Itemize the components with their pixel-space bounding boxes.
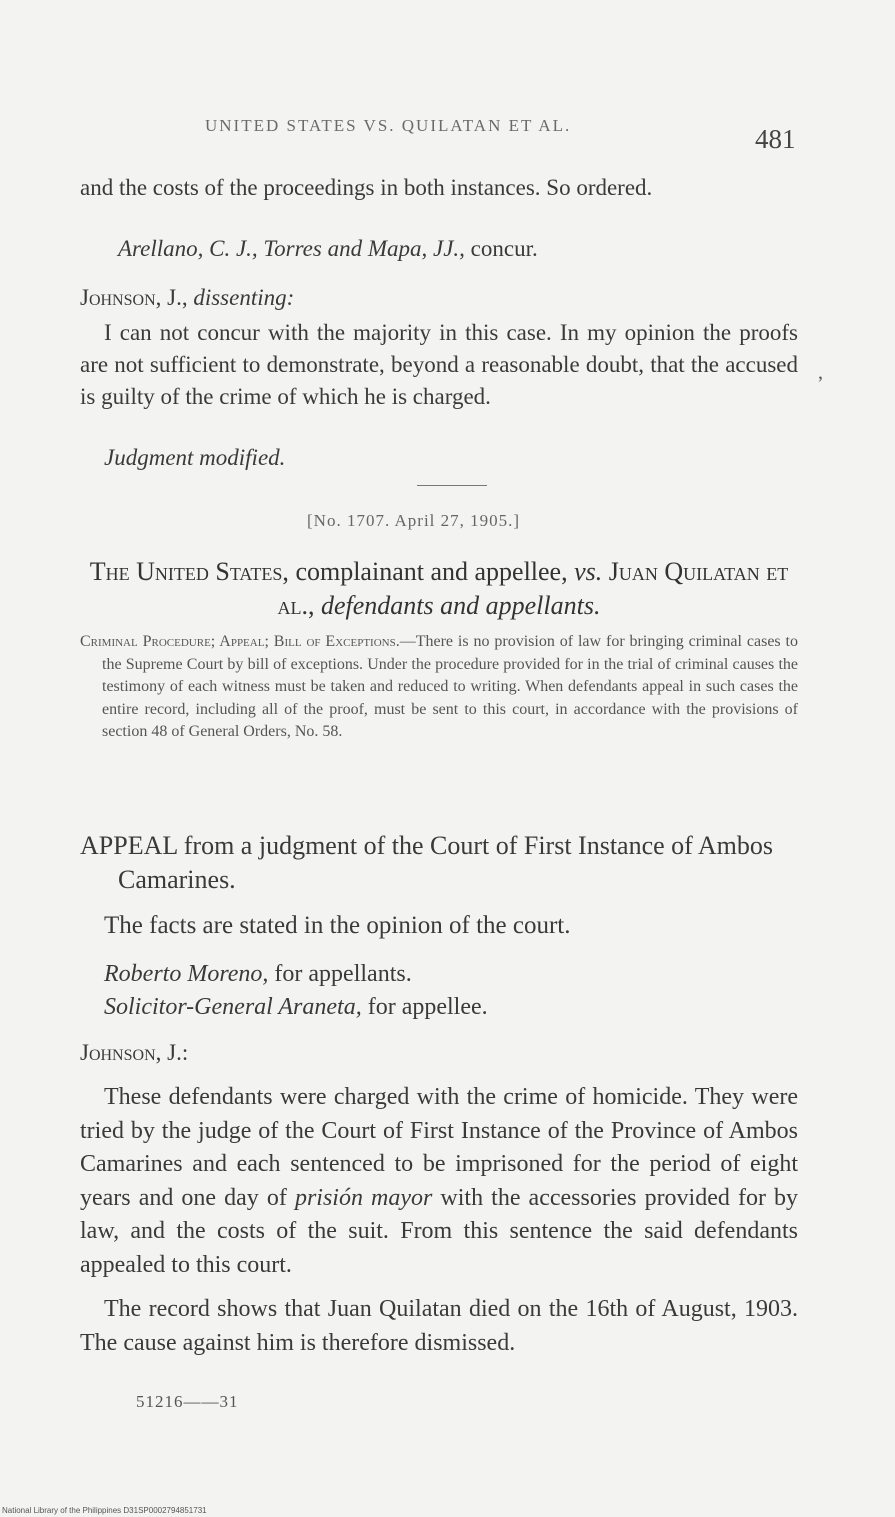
counsel-block	[104, 958, 488, 1024]
margin-mark: ʼ	[817, 373, 824, 395]
appellants-role: for appellants.	[268, 961, 412, 987]
appeal-line: APPEAL from a judgment of the Court of First Instance of Ambos Camarines.	[80, 831, 774, 894]
dissent-heading	[80, 285, 294, 311]
case-title-plaintiff: The United States,	[89, 557, 289, 586]
syllabus-text: —There is no provision of law for bringing criminal cases to the Supreme Court by bill of exceptions. Under the procedure provided for in the trial of criminal causes the testimony of each witness must be taken and reduced to writing. When defendants appeal in such cases the entire record, including all of the proof, must be sent to this court, in accordance with the provisions of section 48 of General Orders, No. 58.	[102, 633, 798, 740]
case-title-vs: vs.	[574, 557, 603, 586]
concurring-justices: Arellano, C. J., Torres and Mapa, JJ.,	[118, 236, 465, 261]
opinion-conclusion: and the costs of the proceedings in both instances. So ordered.	[80, 175, 653, 200]
dissent-label: dissenting:	[187, 285, 295, 310]
counsel-appellee	[104, 991, 488, 1024]
opinion-p1-start: These defendants were charged with the crime of homicide. They were tried by the judge of the Court of First Instance of the Province of Ambos Camarines and each sentenced to be imprisoned for the period of eight years and one day of	[80, 1084, 798, 1211]
scan-footer: National Library of the Philippines D31SP0002794851731	[2, 1506, 207, 1515]
syllabus-heading: Criminal Procedure; Appeal; Bill of Exceptions.	[80, 633, 400, 650]
printer-signature-mark: 51216——31	[136, 1392, 239, 1411]
judgment-line: Judgment modified.	[104, 445, 286, 470]
syllabus	[80, 631, 798, 744]
case-title	[80, 555, 798, 623]
opinion-paragraph-1	[80, 1081, 798, 1282]
counsel-appellants	[104, 958, 488, 991]
concur-word: concur.	[464, 236, 538, 261]
opinion-paragraph-2: The record shows that Juan Quilatan died on the 16th of August, 1903. The cause against him is therefore dismissed.	[80, 1296, 798, 1356]
opinion-author	[80, 1040, 188, 1066]
case-title-defendant-role: defendants and appellants.	[314, 591, 601, 620]
opinion-p1-end: with the accessories provided for by law, and the costs of the suit. From this sentence the said defendants appealed to this court.	[80, 1184, 799, 1278]
appellee-counsel-name: Solicitor-General Araneta,	[104, 994, 362, 1020]
appellants-counsel-name: Roberto Moreno,	[104, 961, 269, 987]
case-title-defendant: Juan Quilatan et al.,	[277, 557, 789, 620]
case-title-plaintiff-role: complainant and appellee,	[288, 557, 575, 586]
appellee-role: for appellee.	[361, 994, 488, 1020]
running-header: UNITED STATES VS. QUILATAN ET AL.	[205, 116, 572, 135]
opinion-p1-term: prisión mayor	[294, 1184, 433, 1211]
facts-statement: The facts are stated in the opinion of the court.	[104, 912, 571, 939]
case-number-date: [No. 1707. April 27, 1905.]	[307, 511, 521, 530]
dissent-justice: Johnson, J.,	[80, 285, 188, 310]
concurrence-line	[118, 236, 798, 262]
section-divider	[417, 485, 487, 486]
opinion-justice: Johnson, J.:	[80, 1040, 189, 1065]
dissent-text: I can not concur with the majority in this case. In my opinion the proofs are not sufficient to demonstrate, beyond a reasonable doubt, that the accused is guilty of the crime of which he is charged.	[80, 320, 798, 409]
page-number: 481	[755, 124, 796, 154]
